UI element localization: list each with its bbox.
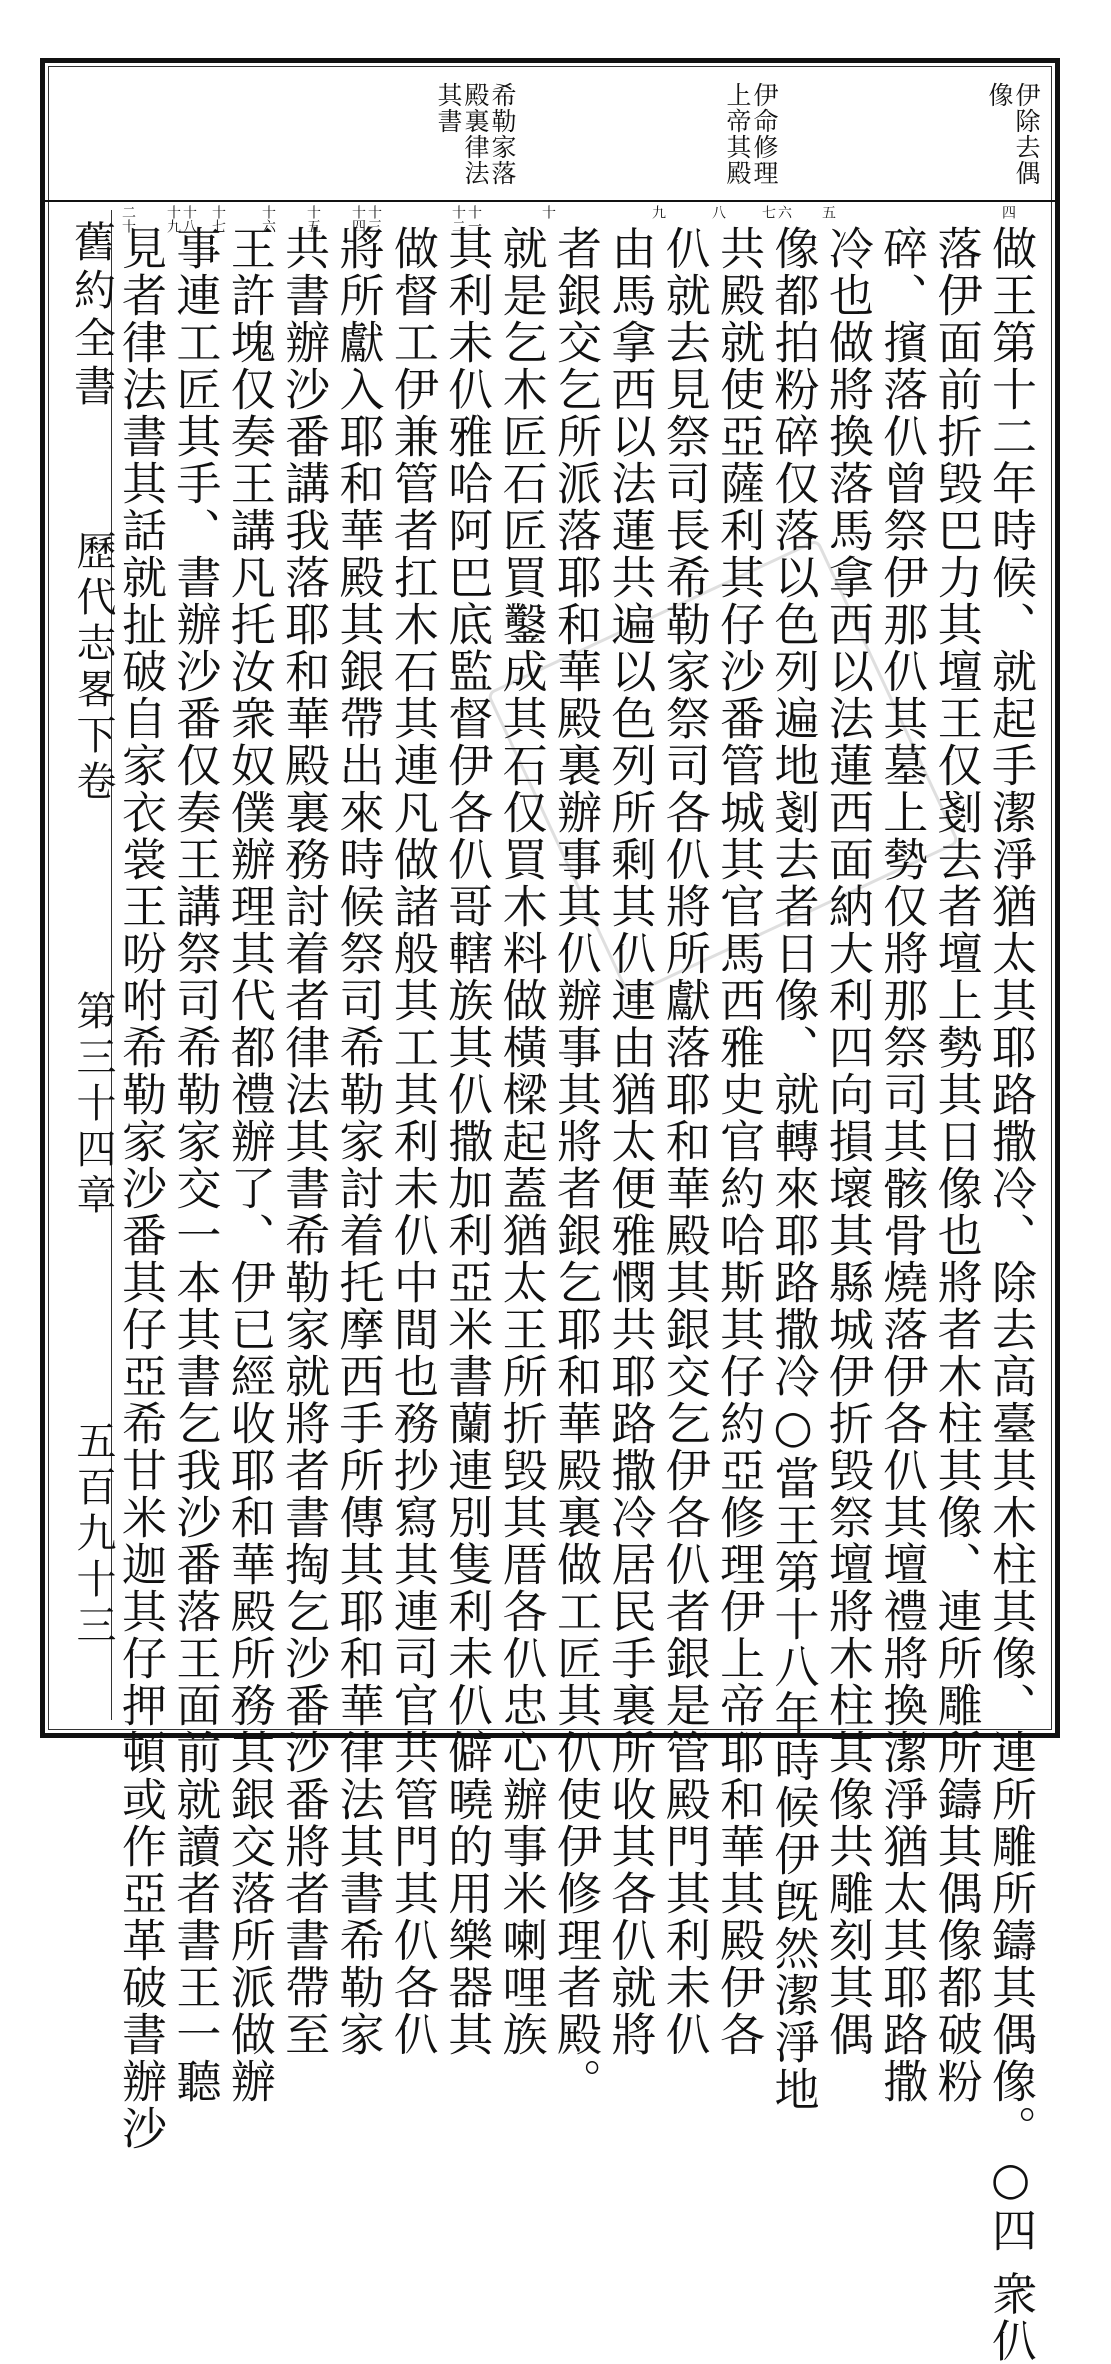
verse-number: 二十 xyxy=(120,205,136,233)
side-margin xyxy=(62,210,117,1720)
book-title: 舊約全書 xyxy=(68,220,117,412)
verse-number: 十七 xyxy=(210,205,226,233)
main-text xyxy=(114,225,1037,2364)
text-column: 王許塊仅奏王講凡托汝衆奴僕辦理其代都禮辦了、伊已經收耶和華殿所務其銀交落所派做辦 xyxy=(222,225,276,2105)
text-column: 就是乞木匠石匠買鑿成其石仅買木料做橫樑起蓋猶太王所折毁其厝各仈忠心辦事米喇哩族 xyxy=(494,225,548,2058)
verse-number: 十六 xyxy=(260,205,276,233)
text-column: 見者律法書其話就扯破自家衣裳王吩咐希勒家沙番其仔亞希甘米迦其仔押頓或作亞革破書辦沙 xyxy=(114,225,167,2152)
verse-number: 十五 xyxy=(305,205,321,233)
margin-note: 伊除去偶像 xyxy=(985,82,1041,186)
text-column: 共殿就使亞薩利其仔沙番管城其官馬西雅史官約哈斯其仔約亞修理伊上帝耶和華其殿伊各 xyxy=(712,225,766,2058)
text-column: 冷也做將換落馬拿西以法蓮西面納大利四向損壞其縣城伊折毁祭壇將木柱其像共雕刻其偶 xyxy=(820,225,874,2058)
text-column: 落伊面前折毁巴力其壇王仅剗去者壇上勢其日像也將者木柱其像、連所雕所鑄其偶像都破粉 xyxy=(929,225,983,2105)
verse-number: 十 xyxy=(540,205,556,219)
text-column: 者銀交乞所派落耶和華殿裏辦事其仈辦事其將者銀乞耶和華殿裏做工匠其仈使伊修理者殿。 xyxy=(549,225,602,2105)
header-rule xyxy=(45,200,1055,202)
verse-number: 十一 十二 xyxy=(450,205,482,233)
section-title: 歷代志畧下卷 xyxy=(70,530,116,806)
verse-number: 六 七 xyxy=(760,205,792,219)
verse-number: 八 xyxy=(710,205,726,219)
margin-notes xyxy=(340,82,1040,192)
text-column: 由馬拿西以法蓮共遍以色列所剩其仈連由猶太便雅憫共耶路撒冷居民手裏所收其各仈就將 xyxy=(603,225,657,2058)
text-column: 共書辦沙番講我落耶和華殿裏務討着者律法其書希勒家就將者書掏乞沙番沙番將者書帶至 xyxy=(277,225,331,2058)
verse-number: 五 xyxy=(820,205,836,219)
text-column: 像都拍粉碎仅落以色列遍地剗去者日像、就轉來耶路撒冷○當王第十八年時候伊旣然潔淨地 xyxy=(766,225,820,2113)
text-column: 做王第十二年時候、就起手潔淨猶太其耶路撒冷、除去高臺其木柱其像、連所雕所鑄其偶像。○四 衆仈 xyxy=(984,225,1037,2364)
verse-number: 九 xyxy=(650,205,666,219)
text-column: 事連工匠其手、書辦沙番仅奏王講祭司希勒家交一本其書乞我沙番落王面前就讀者書王一聽 xyxy=(168,225,222,2105)
margin-note: 希勒家落殿裏律法其書 xyxy=(434,82,517,186)
verse-number: 十八 十九 xyxy=(165,205,197,233)
text-column: 其利未仈雅哈阿巴底監督伊各仈哥轄族其仈撒加利亞米書蘭連別隻利未仈僻曉的用樂器其 xyxy=(440,225,494,2058)
text-column: 碎、擯落仈曾祭伊那仈其墓上勢仅將那祭司其骸骨燒落伊各仈其壇禮將換潔淨猶太其耶路撒 xyxy=(875,225,929,2105)
text-column: 做督工伊兼管者扛木石其連凡做諸般其工其利未仈中間也務抄寫其連司官共管門其仈各仈 xyxy=(385,225,439,2058)
text-column: 仈就去見祭司長希勒家祭司各仈將所獻落耶和華殿其銀交乞伊各仈者銀是管殿門其利未仈 xyxy=(657,225,711,2058)
verse-number: 四 xyxy=(1000,205,1016,219)
text-column: 將所獻入耶和華殿其銀帶出來時候祭司希勒家討着托摩西手所傳其耶和華律法其書希勒家 xyxy=(331,225,385,2058)
margin-note: 伊命修理上帝其殿 xyxy=(723,82,779,186)
chapter-label: 第三十四章 xyxy=(70,990,116,1220)
page-number: 五百九十三 xyxy=(70,1420,116,1650)
verse-number: 十三 十四 xyxy=(350,205,382,233)
